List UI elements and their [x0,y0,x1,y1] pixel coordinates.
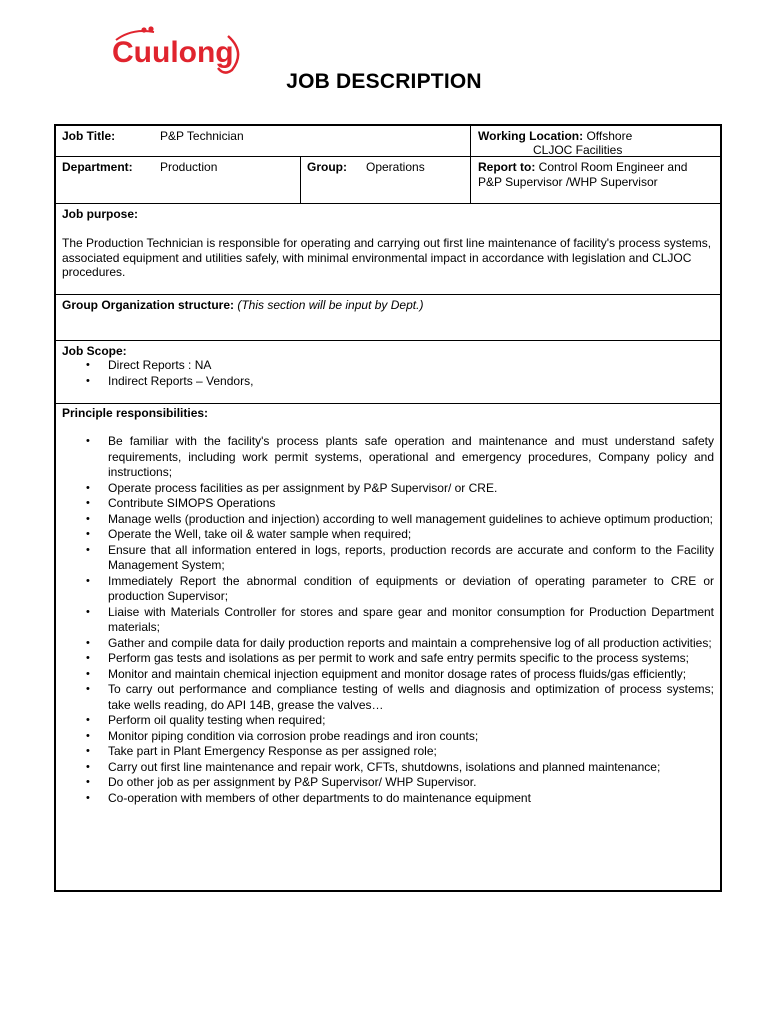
department-value: Production [160,160,218,174]
report-to-value: Control Room Engineer and [538,160,688,174]
list-item: • Perform gas tests and isolations as per permit to work and safe entry permits specific to the process systems; [62,651,714,667]
list-item: • Perform oil quality testing when required; [62,713,714,729]
list-item: • Operate process facilities as per assignment by P&P Supervisor/ or CRE. [62,481,714,497]
list-item: • Direct Reports : NA [62,358,714,374]
report-to-label: Report to: [478,160,536,174]
logo-text: Cuulong [112,36,234,69]
list-item: • Contribute SIMOPS Operations [62,496,714,512]
list-item: • Liaise with Materials Controller for stores and spare gear and monitor consumption for Production Department materials; [62,605,714,636]
list-item: • Carry out first line maintenance and repair work, CFTs, shutdowns, isolations and planned maintenance; [62,760,714,776]
group-org-label: Group Organization structure: [62,298,235,312]
group-label: Group: [307,160,347,174]
row-job-title [56,126,720,157]
list-item: • To carry out performance and compliance testing of wells and diagnosis and optimization of process systems; take wells reading, do API 14B, grease the valves… [62,682,714,713]
document-title: JOB DESCRIPTION [286,70,482,93]
section-job-scope [56,341,720,404]
job-title-label: Job Title: [62,129,116,143]
responsibilities-list [62,434,714,806]
section-job-purpose [56,204,720,295]
responsibilities-label: Principle responsibilities: [62,406,209,420]
working-location-label: Working Location: [478,129,584,143]
report-to-value-2: P&P Supervisor /WHP Supervisor [478,175,658,189]
list-item: • Gather and compile data for daily production reports and maintain a comprehensive log of all production activities; [62,636,714,652]
list-item: • Monitor piping condition via corrosion probe readings and iron counts; [62,729,714,745]
job-purpose-label: Job purpose: [62,207,139,221]
row-department [56,157,720,204]
group-value: Operations [366,160,425,174]
section-group-organization [56,295,720,341]
list-item: • Immediately Report the abnormal condition of equipments or deviation of operating parameter to CRE or production Supervisor; [62,574,714,605]
working-location-facility: CLJOC Facilities [533,143,623,157]
list-item: • Manage wells (production and injection) according to well management guidelines to achieve optimum production; [62,512,714,528]
working-location-value: Offshore [586,129,633,143]
job-description-table [54,124,722,892]
job-purpose-text: The Production Technician is responsible for operating and carrying out first line maintenance of facility's process systems, associated equipment and utilities safely, with minimal environmental impact in accordance with legislation and CLJOC procedures. [62,236,712,279]
list-item: • Indirect Reports – Vendors, [62,374,714,390]
list-item: • Co-operation with members of other departments to do maintenance equipment [62,791,714,807]
job-scope-label: Job Scope: [62,344,127,358]
list-item: • Do other job as per assignment by P&P Supervisor/ WHP Supervisor. [62,775,714,791]
list-item: • Operate the Well, take oil & water sample when required; [62,527,714,543]
job-scope-list [62,358,714,389]
section-responsibilities [56,404,720,890]
group-org-note: (This section will be input by Dept.) [237,298,424,312]
list-item: • Be familiar with the facility's process plants safe operation and maintenance and must understand safety requirements, including work permit systems, operational and emergency procedures, Company policy and instructions; [62,434,714,481]
list-item: • Ensure that all information entered in logs, reports, production records are accurate and conform to the Facility Management System; [62,543,714,574]
company-logo [110,26,246,76]
list-item: • Take part in Plant Emergency Response as per assigned role; [62,744,714,760]
list-item: • Monitor and maintain chemical injection equipment and monitor dosage rates of process fluids/gas efficiently; [62,667,714,683]
department-label: Department: [62,160,133,174]
job-title-value: P&P Technician [160,129,244,143]
